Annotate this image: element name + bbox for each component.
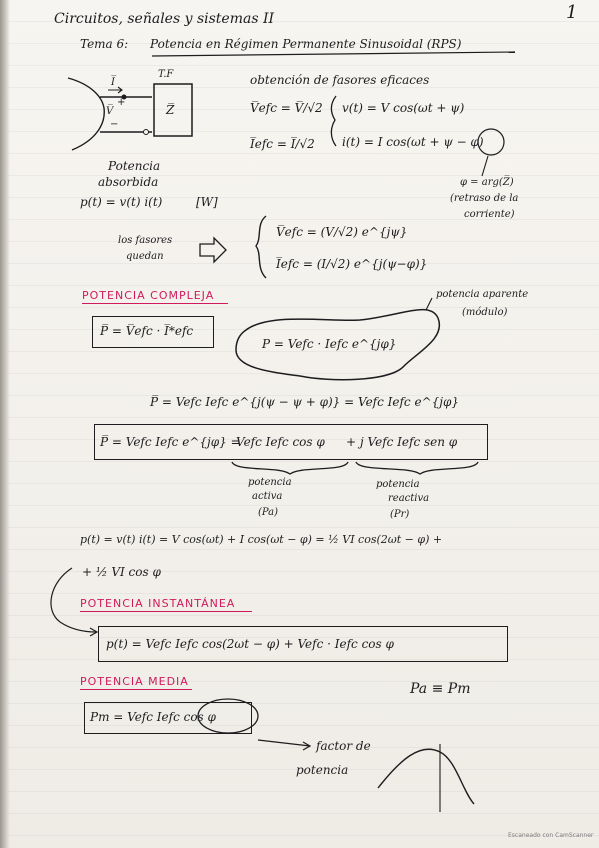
apparent-arrow	[426, 298, 432, 310]
i-exp-formula: I̅efc = (I/√2) e^{j(ψ−φ)}	[276, 257, 428, 271]
active-label-1: potencia	[248, 477, 292, 488]
brace-phasors	[256, 216, 266, 278]
power-factor-sketch	[378, 749, 474, 804]
fasores-text-2: quedan	[126, 251, 164, 262]
title-underline	[152, 52, 515, 56]
tf-label: T.F	[158, 69, 174, 80]
topic-title: Potencia en Régimen Permanente Sinusoidal (RPS)	[150, 37, 462, 51]
expansion-active: Vefc Iefc cos φ	[236, 435, 325, 449]
brace-active	[232, 462, 348, 474]
brace-reactive	[356, 462, 478, 474]
phasors-heading: obtención de fasores eficaces	[250, 73, 430, 87]
factor-arrow	[258, 740, 310, 750]
heading-instant-power: POTENCIA INSTANTÁNEA	[80, 597, 236, 610]
expansion-reactive: j Vefc Iefc sen φ	[360, 435, 458, 449]
course-title: Circuitos, señales y sistemas II	[54, 11, 275, 27]
topic-label: Tema 6:	[80, 37, 129, 51]
pa-equals-pm: Pa ≡ Pm	[410, 681, 471, 697]
mean-power-formula: Pm = Vefc Iefc cos φ	[90, 710, 216, 724]
instant-power-definition: p(t) = v(t) i(t)	[80, 195, 163, 209]
active-label-sym: (Pa)	[258, 507, 279, 518]
heading-mean-power: POTENCIA MEDIA	[80, 675, 189, 688]
v-time-formula: v(t) = V cos(ωt + ψ)	[342, 101, 465, 115]
scanner-watermark: Escaneado con CamScanner	[508, 832, 594, 839]
heading-instant-underline	[80, 611, 252, 612]
caption-absorbida: absorbida	[98, 175, 159, 189]
caption-potencia: Potencia	[108, 159, 161, 173]
active-label-2: activa	[252, 491, 283, 502]
i-time-formula: i(t) = I cos(ωt + ψ − φ)	[342, 135, 484, 149]
minus-sign: −	[110, 119, 119, 130]
brace-v-time	[331, 96, 336, 146]
plus-sign: +	[117, 97, 126, 108]
impedance-label: Z̅	[166, 103, 175, 117]
heading-complex-power: POTENCIA COMPLEJA	[82, 289, 215, 302]
fasores-text-1: los fasores	[118, 235, 173, 246]
watt-unit: [W]	[196, 195, 218, 209]
phi-note-2: (retraso de la	[450, 193, 519, 204]
source-wire-curve	[68, 78, 104, 150]
phi-arrow	[482, 156, 488, 176]
apparent-power-formula: P = Vefc · Iefc e^{jφ}	[262, 337, 397, 351]
complex-power-definition: P̅ = V̅efc · I̅*efc	[100, 324, 194, 338]
complex-derivation: P̅ = Vefc Iefc e^{j(ψ − ψ + φ)} = Vefc Iefc e^{jφ}	[150, 395, 460, 409]
expansion-left: P̅ = Vefc Iefc e^{jφ} =	[100, 435, 241, 449]
apparent-note-1: potencia aparente	[436, 289, 529, 300]
factor-label-2: potencia	[296, 763, 349, 777]
current-label: I̅	[111, 77, 115, 88]
reactive-label-sym: (Pr)	[390, 509, 410, 520]
reactive-label-2: reactiva	[388, 493, 430, 504]
reactive-label-1: potencia	[376, 479, 420, 490]
heading-mean-underline	[80, 689, 192, 690]
v-exp-formula: V̅efc = (V/√2) e^{jψ}	[276, 225, 408, 239]
page-number: 1	[566, 2, 578, 23]
quedan-arrow	[200, 238, 226, 262]
heading-complex-underline	[82, 303, 228, 304]
phi-note-1: φ = arg(Z̅)	[460, 177, 514, 188]
phi-note-3: corriente)	[464, 209, 515, 220]
instant-power-formula: p(t) = Vefc Iefc cos(2ωt − φ) + Vefc · Iefc cos φ	[106, 637, 394, 651]
expansion-plus: +	[346, 435, 357, 449]
instant-expansion-line1: p(t) = v(t) i(t) = V cos(ωt) + I cos(ωt − φ) = ½ VI cos(2ωt − φ) +	[80, 533, 443, 546]
apparent-note-2: (módulo)	[462, 307, 508, 318]
v-eff-formula: V̅efc = V̅/√2	[250, 101, 323, 115]
factor-label-1: factor de	[316, 739, 371, 753]
i-eff-formula: I̅efc = I̅/√2	[250, 137, 315, 151]
voltage-label: V̅	[106, 106, 114, 117]
instant-expansion-line2: + ½ VI cos φ	[82, 565, 161, 579]
